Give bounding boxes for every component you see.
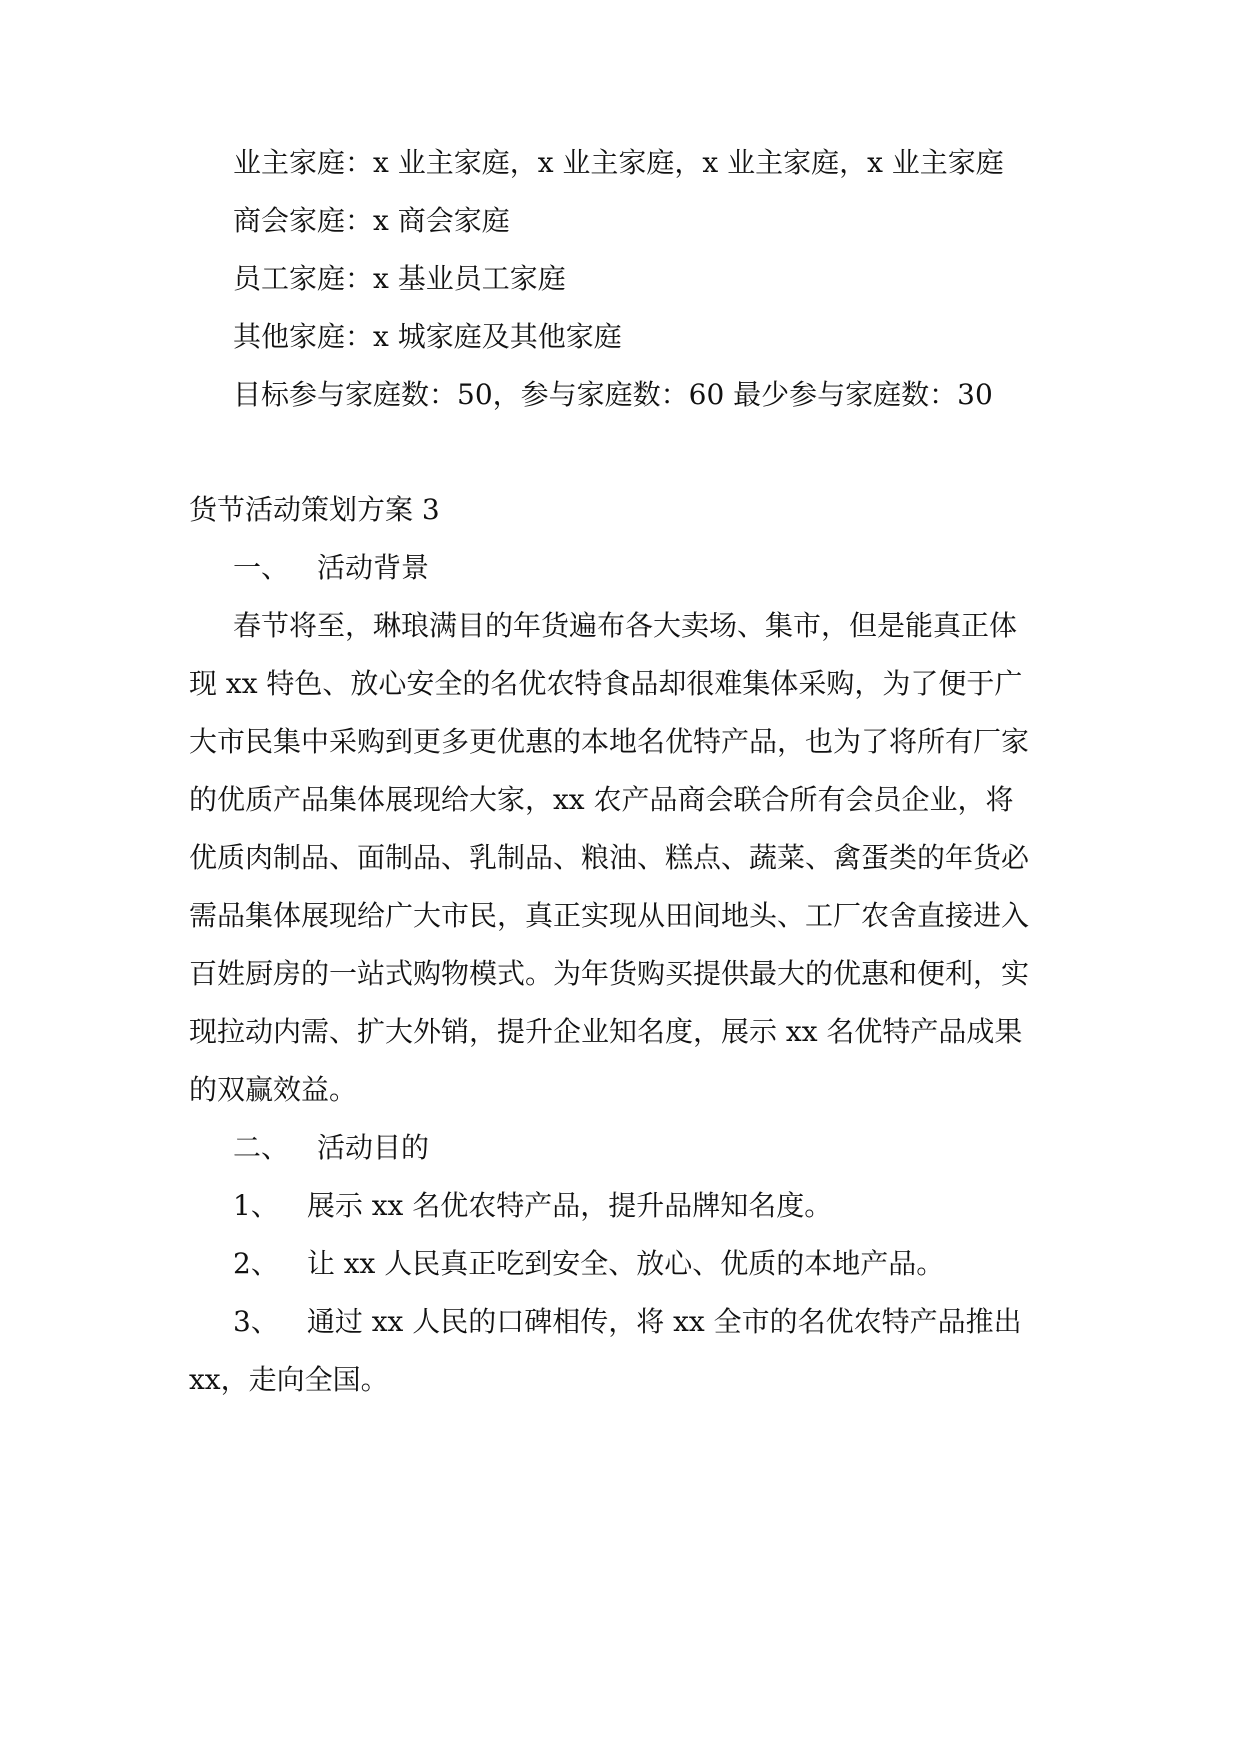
- heading-purpose: [233, 1128, 1059, 1168]
- family-list-line: 员工家庭：x 基业员工家庭: [233, 262, 566, 295]
- list-item-number: 1、: [233, 1189, 279, 1222]
- paragraph-line: 现拉动内需、扩大外销，提升企业知名度，展示 xx 名优特产品成果: [189, 1015, 1023, 1048]
- family-list-line: 业主家庭：x 业主家庭，x 业主家庭，x 业主家庭，x 业主家庭: [233, 146, 1004, 179]
- list-item: [233, 1186, 1059, 1226]
- paragraph-line: 春节将至，琳琅满目的年货遍布各大卖场、集市，但是能真正体: [233, 609, 1018, 642]
- heading-text: 活动背景: [317, 551, 430, 584]
- list-item: [233, 1244, 1059, 1284]
- heading-number: 二、: [233, 1131, 290, 1164]
- paragraph-line: 需品集体展现给广大市民，真正实现从田间地头、工厂农舍直接进入: [189, 899, 1030, 932]
- family-count-line: 目标参与家庭数：50，参与家庭数：60 最少参与家庭数：30: [233, 378, 993, 411]
- heading-text: 活动目的: [317, 1131, 430, 1164]
- family-list-line: 商会家庭：x 商会家庭: [233, 204, 510, 237]
- list-item-continuation: xx，走向全国。: [189, 1363, 389, 1396]
- list-item-text: 让 xx 人民真正吃到安全、放心、优质的本地产品。: [306, 1247, 945, 1280]
- heading-background: [233, 548, 1059, 588]
- paragraph-line: 百姓厨房的一站式购物模式。为年货购买提供最大的优惠和便利，实: [189, 957, 1030, 990]
- list-item-number: 3、: [233, 1305, 279, 1338]
- paragraph-line: 的双赢效益。: [189, 1073, 358, 1106]
- paragraph-line: 大市民集中采购到更多更优惠的本地名优特产品，也为了将所有厂家: [189, 725, 1030, 758]
- list-item-number: 2、: [233, 1247, 279, 1280]
- paragraph-line: 现 xx 特色、放心安全的名优农特食品却很难集体采购，为了便于广: [189, 667, 1023, 700]
- paragraph-line: 的优质产品集体展现给大家，xx 农产品商会联合所有会员企业，将: [189, 783, 1014, 816]
- list-item: [233, 1302, 1059, 1342]
- paragraph-line: 优质肉制品、面制品、乳制品、粮油、糕点、蔬菜、禽蛋类的年货必: [189, 841, 1030, 874]
- section-title: 货节活动策划方案 3: [189, 493, 440, 526]
- list-item-text: 展示 xx 名优农特产品，提升品牌知名度。: [306, 1189, 833, 1222]
- family-list-line: 其他家庭：x 城家庭及其他家庭: [233, 320, 622, 353]
- list-item-text: 通过 xx 人民的口碑相传，将 xx 全市的名优农特产品推出: [306, 1305, 1022, 1338]
- heading-number: 一、: [233, 551, 290, 584]
